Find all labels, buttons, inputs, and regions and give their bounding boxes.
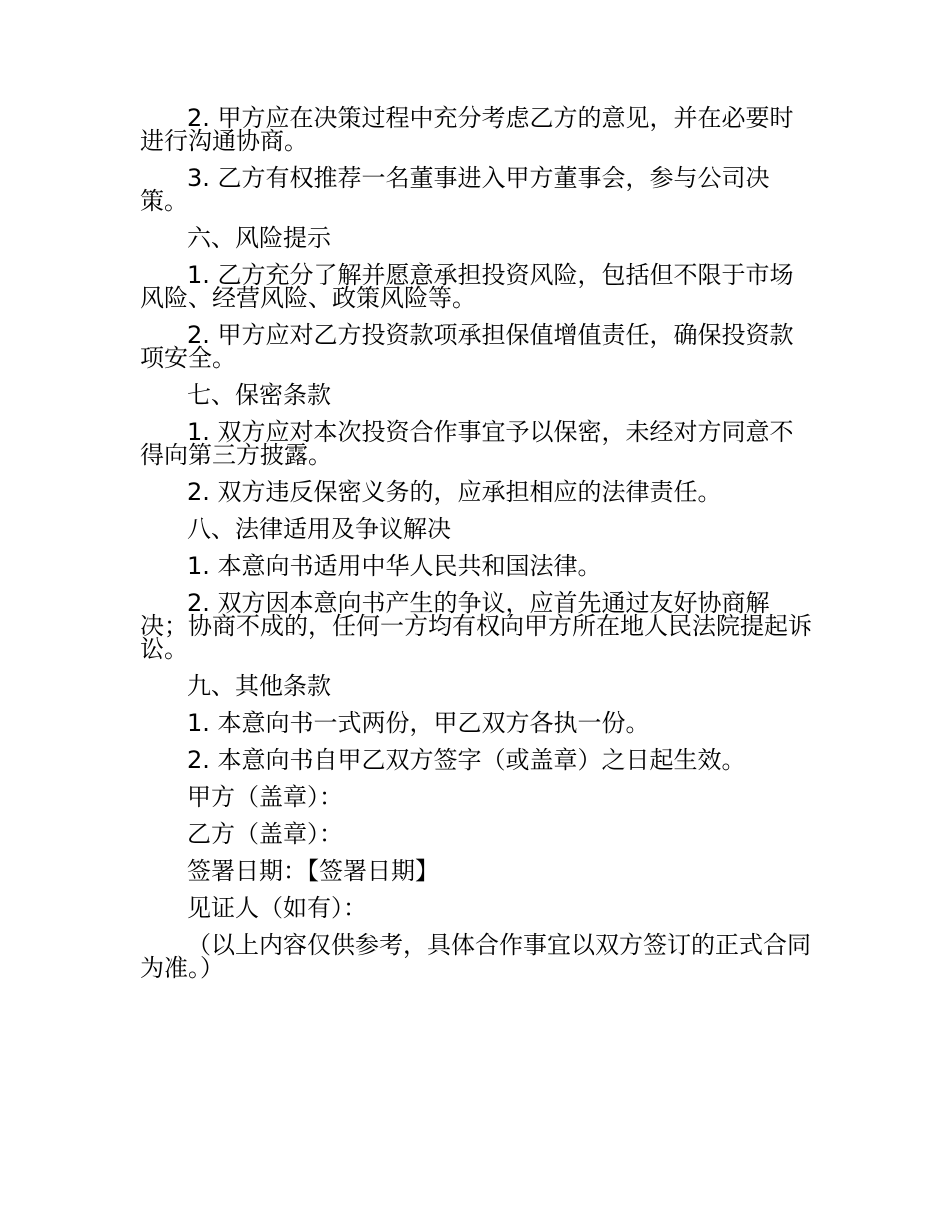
section-heading-confidentiality: 七、保密条款 — [187, 381, 331, 409]
section-heading-other: 九、其他条款 — [187, 672, 331, 700]
clause-9-2: 2. 本意向书自甲乙双方签字（或盖章）之日起生效。 — [187, 746, 746, 774]
clause-5-3: 3. 乙方有权推荐一名董事进入甲方董事会，参与公司决策。 — [140, 164, 770, 215]
disclaimer-note: （以上内容仅供参考，具体合作事宜以双方签订的正式合同为准。） — [140, 931, 811, 982]
clause-6-1: 1. 乙方充分了解并愿意承担投资风险，包括但不限于市场风险、经营风险、政策风险等。 — [140, 261, 794, 312]
clause-7-2: 2. 双方违反保密义务的，应承担相应的法律责任。 — [187, 478, 722, 506]
section-heading-law: 八、法律适用及争议解决 — [187, 515, 451, 543]
section-heading-risk: 六、风险提示 — [187, 224, 331, 252]
document-body — [140, 104, 812, 994]
party-a-seal-line: 甲方（盖章）： — [187, 783, 343, 811]
clause-9-1: 1. 本意向书一式两份，甲乙双方各执一份。 — [187, 709, 650, 737]
clause-8-2: 2. 双方因本意向书产生的争议，应首先通过友好协商解决；协商不成的，任何一方均有权向甲方所在地人民法院提起诉讼。 — [140, 589, 812, 663]
clause-6-2: 2. 甲方应对乙方投资款项承担保值增值责任，确保投资款项安全。 — [140, 321, 794, 372]
signing-date-line: 签署日期：【签署日期】 — [187, 857, 439, 885]
witness-line: 见证人（如有）： — [187, 894, 367, 922]
clause-8-1: 1. 本意向书适用中华人民共和国法律。 — [187, 552, 602, 580]
party-b-seal-line: 乙方（盖章）： — [187, 820, 343, 848]
clause-5-2: 2. 甲方应在决策过程中充分考虑乙方的意见，并在必要时进行沟通协商。 — [140, 104, 794, 155]
clause-7-1: 1. 双方应对本次投资合作事宜予以保密，未经对方同意不得向第三方披露。 — [140, 418, 794, 469]
